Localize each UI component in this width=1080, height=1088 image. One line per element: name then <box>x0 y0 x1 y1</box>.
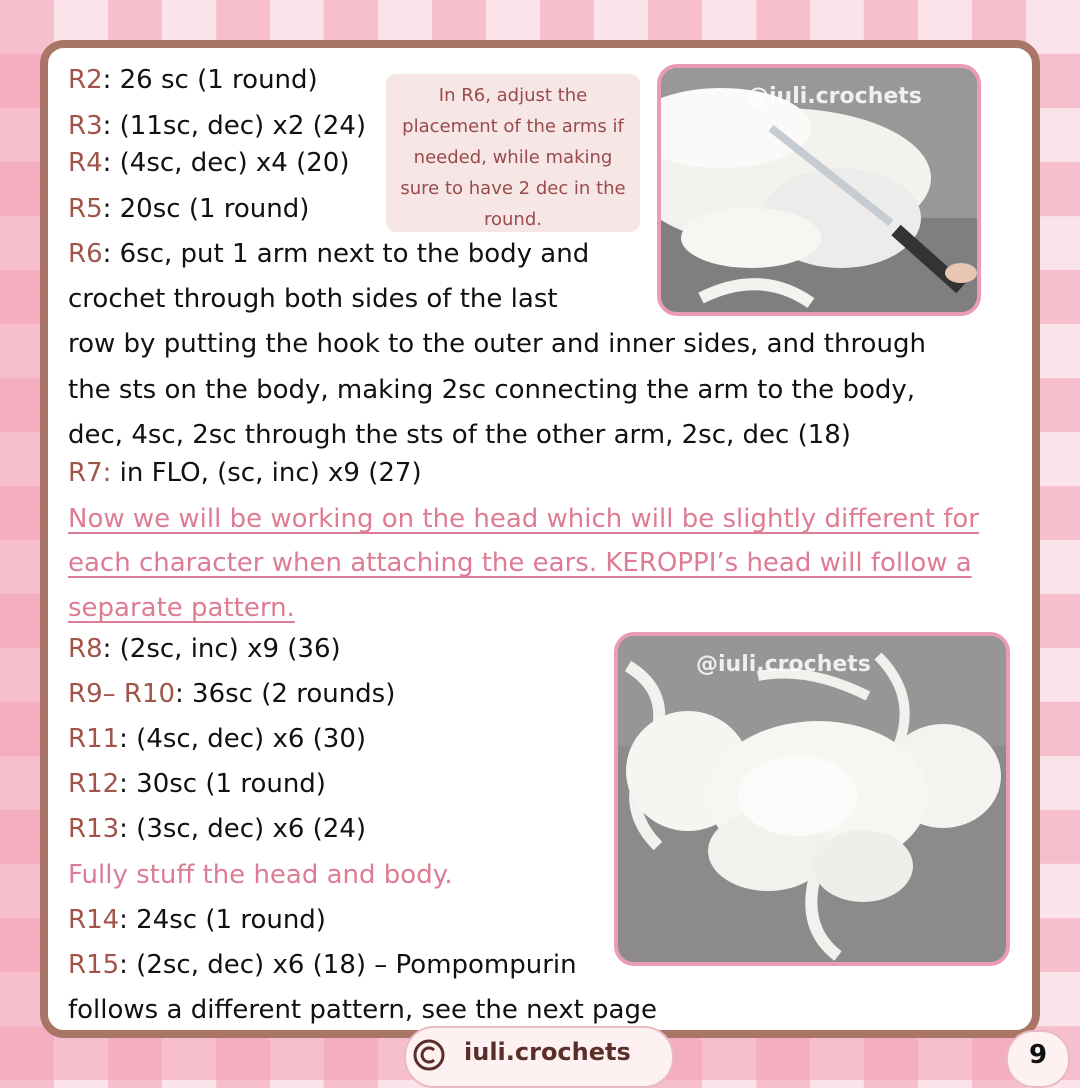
r6-tip-box: In R6, adjust the placement of the arms if needed, while making sure to have 2 dec in the round. <box>386 74 640 232</box>
page-number: 9 <box>1028 1040 1048 1070</box>
copyright-icon <box>412 1038 446 1072</box>
watermark-2: @iuli.crochets <box>696 652 871 677</box>
row-r6-cont-2: row by putting the hook to the outer and inner sides, and through <box>68 329 926 359</box>
photo-arm-attachment <box>657 64 981 316</box>
row-r5: R5: 20sc (1 round) <box>68 194 310 224</box>
row-r15-cont: follows a different pattern, see the next page <box>68 995 657 1025</box>
head-note-line-3: separate pattern. <box>68 593 295 623</box>
row-r9-r10: R9– R10: 36sc (2 rounds) <box>68 679 396 709</box>
row-r12: R12: 30sc (1 round) <box>68 769 326 799</box>
row-r15: R15: (2sc, dec) x6 (18) – Pompompurin <box>68 950 577 980</box>
head-note-line-1: Now we will be working on the head which will be slightly different for <box>68 504 979 534</box>
row-r11: R11: (4sc, dec) x6 (30) <box>68 724 367 754</box>
photo-head-body-image <box>618 636 1006 962</box>
row-r4: R4: (4sc, dec) x4 (20) <box>68 148 350 178</box>
row-r6-cont-4: dec, 4sc, 2sc through the sts of the other arm, 2sc, dec (18) <box>68 420 851 450</box>
row-r2: R2: 26 sc (1 round) <box>68 65 318 95</box>
row-r3: R3: (11sc, dec) x2 (24) <box>68 111 366 141</box>
row-r8: R8: (2sc, inc) x9 (36) <box>68 634 341 664</box>
head-note-line-2: each character when attaching the ears. KEROPPI’s head will follow a <box>68 548 972 578</box>
watermark-1: @iuli.crochets <box>747 84 922 109</box>
row-r6: R6: 6sc, put 1 arm next to the body and <box>68 239 590 269</box>
row-r7: R7: in FLO, (sc, inc) x9 (27) <box>68 458 422 488</box>
row-r13: R13: (3sc, dec) x6 (24) <box>68 814 367 844</box>
brand-name: iuli.crochets <box>464 1038 631 1066</box>
row-r6-cont-3: the sts on the body, making 2sc connecting the arm to the body, <box>68 375 916 405</box>
row-r14: R14: 24sc (1 round) <box>68 905 326 935</box>
stuff-note: Fully stuff the head and body. <box>68 860 453 890</box>
photo-head-body <box>614 632 1010 966</box>
row-r6-cont-1: crochet through both sides of the last <box>68 284 558 314</box>
